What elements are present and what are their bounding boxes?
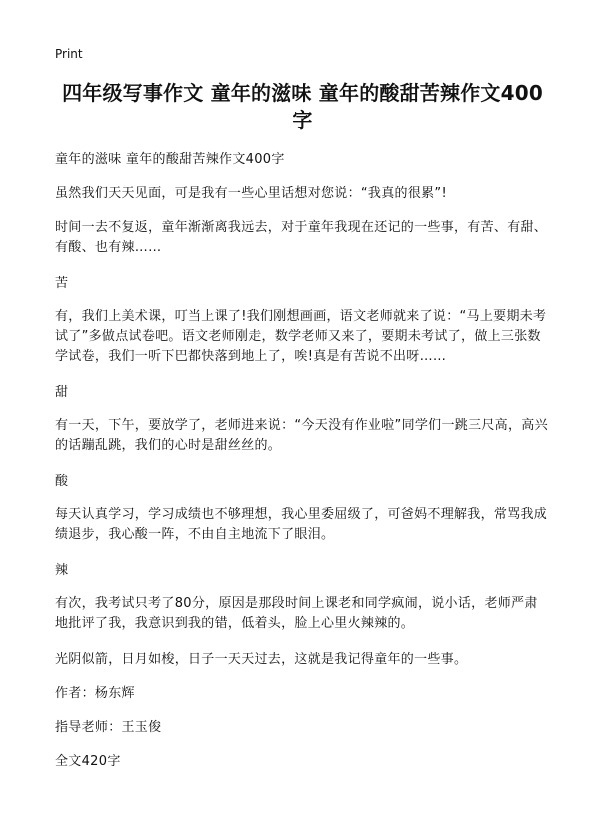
author-line: 作者：杨东辉 <box>55 686 135 701</box>
intro-paragraph-2: 时间一去不复返，童年渐渐离我远去，对于童年我现在还记的一些事，有苦、有甜、有酸、也有辣…… <box>55 220 548 255</box>
print-link[interactable]: Print <box>55 47 83 61</box>
article-title: 四年级写事作文 童年的滋味 童年的酸甜苦辣作文400字 <box>62 81 543 132</box>
section-heading-bitter: 苦 <box>55 276 69 291</box>
section-text-sweet: 有一天，下午，要放学了，老师进来说：“今天没有作业啦”同学们一跳三尺高，高兴的话蹦乱跳，我们的心时是甜丝丝的。 <box>55 418 548 453</box>
section-heading-spicy: 辣 <box>55 563 69 578</box>
section-text-sour: 每天认真学习，学习成绩也不够理想，我心里委屈级了，可爸妈不理解我，常骂我成绩退步，我心酸一阵，不由自主地流下了眼泪。 <box>55 507 548 542</box>
word-count: 全文420字 <box>55 754 121 769</box>
section-text-bitter: 有，我们上美术课，叮当上课了!我们刚想画画，语文老师就来了说：“马上要期未考试了”多做点试卷吧。语文老师刚走，数学老师又来了，要期未考试了，做上三张数学试卷，我们一听下巴都快落到地上了，唉!真是有苦说不出呀…… <box>55 309 547 364</box>
section-text-spicy: 有次，我考试只考了80分，原因是那段时间上课老和同学疯闹，说小话，老师严肃地批评了我，我意识到我的错，低着头，脸上心里火辣辣的。 <box>55 596 538 631</box>
article-body <box>55 150 548 786</box>
section-heading-sour: 酸 <box>55 474 69 489</box>
conclusion-paragraph: 光阴似箭，日月如梭，日子一天天过去，这就是我记得童年的一些事。 <box>55 652 468 667</box>
section-heading-sweet: 甜 <box>55 385 69 400</box>
article-subtitle: 童年的滋味 童年的酸甜苦辣作文400字 <box>55 152 285 167</box>
teacher-line: 指导老师：王玉俊 <box>55 720 162 735</box>
intro-paragraph-1: 虽然我们天天见面，可是我有一些心里话想对您说：“我真的很累”! <box>55 186 447 201</box>
